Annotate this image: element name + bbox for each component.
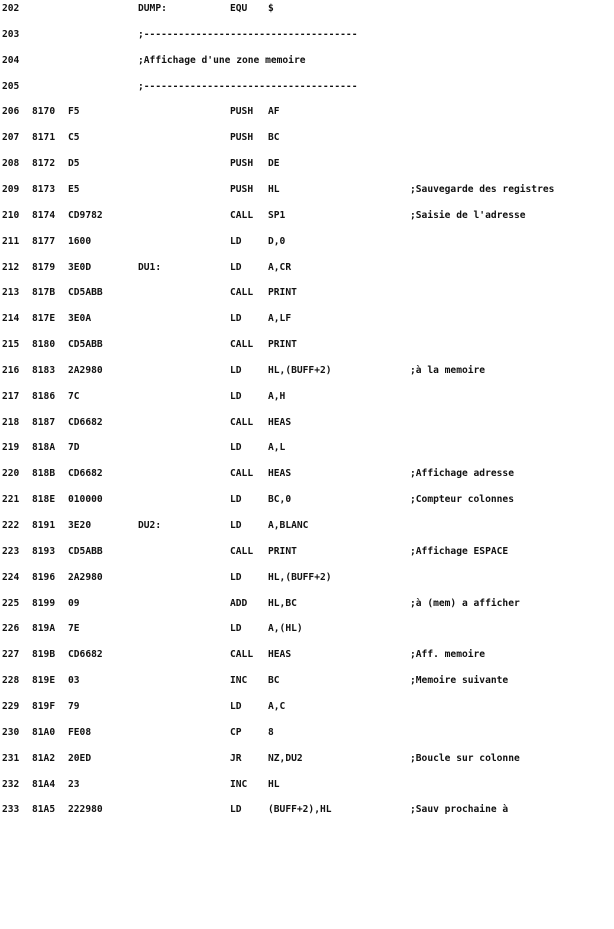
machine-code: CD9782 bbox=[68, 209, 103, 221]
address: 8177 bbox=[32, 235, 56, 247]
listing-line bbox=[0, 80, 614, 94]
comment: ;Memoire suivante bbox=[410, 675, 509, 687]
operand: HL,BC bbox=[268, 597, 297, 609]
listing-line bbox=[0, 674, 614, 688]
machine-code: CD6682 bbox=[68, 649, 103, 661]
listing-line bbox=[0, 2, 614, 16]
listing-line bbox=[0, 261, 614, 275]
mnemonic: ADD bbox=[230, 597, 248, 609]
mnemonic: LD bbox=[230, 235, 242, 247]
machine-code: 20ED bbox=[68, 752, 92, 764]
listing-line bbox=[0, 28, 614, 42]
listing-line bbox=[0, 519, 614, 533]
listing-line bbox=[0, 54, 614, 68]
address: 8173 bbox=[32, 183, 56, 195]
operand: HL,(BUFF+2) bbox=[268, 364, 332, 376]
label: DU2: bbox=[138, 520, 162, 531]
address: 819F bbox=[32, 700, 56, 712]
line-number: 203 bbox=[2, 28, 20, 40]
address: 8174 bbox=[32, 209, 56, 221]
line-number: 208 bbox=[2, 158, 20, 170]
comment: ;Sauv prochaine à bbox=[410, 804, 509, 816]
address: 819A bbox=[32, 623, 56, 635]
machine-code: 23 bbox=[68, 778, 80, 790]
mnemonic: CALL bbox=[230, 468, 254, 480]
machine-code: D5 bbox=[68, 158, 80, 170]
listing-line bbox=[0, 493, 614, 507]
operand: HL,(BUFF+2) bbox=[268, 571, 332, 583]
listing-line bbox=[0, 622, 614, 636]
line-number: 225 bbox=[2, 597, 20, 609]
listing-line bbox=[0, 571, 614, 585]
line-number: 212 bbox=[2, 261, 20, 273]
address: 818B bbox=[32, 468, 56, 480]
address: 81A2 bbox=[32, 752, 56, 764]
line-number: 230 bbox=[2, 726, 20, 738]
machine-code: CD5ABB bbox=[68, 287, 103, 299]
address: 8179 bbox=[32, 261, 56, 273]
operand: A,BLANC bbox=[268, 520, 309, 531]
machine-code: 7C bbox=[68, 390, 80, 402]
mnemonic: PUSH bbox=[230, 106, 254, 118]
operand: A,L bbox=[268, 442, 286, 454]
listing-line bbox=[0, 648, 614, 662]
address: 8171 bbox=[32, 132, 56, 144]
address: 819B bbox=[32, 649, 56, 661]
mnemonic: PUSH bbox=[230, 183, 254, 195]
machine-code: 3E0A bbox=[68, 313, 92, 325]
mnemonic: CALL bbox=[230, 209, 254, 221]
mnemonic: PUSH bbox=[230, 158, 254, 170]
label: ;Affichage d'une zone memoire bbox=[138, 54, 306, 66]
line-number: 206 bbox=[2, 106, 20, 118]
machine-code: 3E20 bbox=[68, 520, 92, 531]
comment: ;à la memoire bbox=[410, 364, 486, 376]
line-number: 202 bbox=[2, 3, 20, 14]
address: 8186 bbox=[32, 390, 56, 402]
machine-code: 7D bbox=[68, 442, 80, 454]
operand: PRINT bbox=[268, 545, 297, 557]
operand: A,LF bbox=[268, 313, 292, 325]
mnemonic: LD bbox=[230, 623, 242, 635]
address: 8183 bbox=[32, 364, 56, 376]
line-number: 219 bbox=[2, 442, 20, 454]
line-number: 228 bbox=[2, 675, 20, 687]
line-number: 205 bbox=[2, 80, 20, 92]
address: 8172 bbox=[32, 158, 56, 170]
operand: BC bbox=[268, 132, 280, 144]
comment: ;Affichage ESPACE bbox=[410, 545, 509, 557]
listing-line bbox=[0, 364, 614, 378]
line-number: 231 bbox=[2, 752, 20, 764]
operand: AF bbox=[268, 106, 280, 118]
line-number: 215 bbox=[2, 339, 20, 351]
line-number: 232 bbox=[2, 778, 20, 790]
address: 8187 bbox=[32, 416, 56, 428]
operand: NZ,DU2 bbox=[268, 752, 303, 764]
line-number: 207 bbox=[2, 132, 20, 144]
machine-code: 2A2980 bbox=[68, 364, 103, 376]
listing-line bbox=[0, 157, 614, 171]
machine-code: CD5ABB bbox=[68, 339, 103, 351]
address: 81A4 bbox=[32, 778, 56, 790]
line-number: 216 bbox=[2, 364, 20, 376]
listing-line bbox=[0, 286, 614, 300]
listing-line bbox=[0, 416, 614, 430]
line-number: 204 bbox=[2, 54, 20, 66]
operand: BC bbox=[268, 675, 280, 687]
address: 8170 bbox=[32, 106, 56, 118]
line-number: 221 bbox=[2, 494, 20, 506]
address: 818E bbox=[32, 494, 56, 506]
machine-code: 222980 bbox=[68, 804, 103, 816]
mnemonic: INC bbox=[230, 778, 248, 790]
line-number: 226 bbox=[2, 623, 20, 635]
address: 8193 bbox=[32, 545, 56, 557]
mnemonic: CP bbox=[230, 726, 242, 738]
machine-code: E5 bbox=[68, 183, 80, 195]
listing-line bbox=[0, 209, 614, 223]
mnemonic: CALL bbox=[230, 287, 254, 299]
address: 8180 bbox=[32, 339, 56, 351]
line-number: 222 bbox=[2, 520, 20, 531]
mnemonic: CALL bbox=[230, 339, 254, 351]
line-number: 214 bbox=[2, 313, 20, 325]
listing-line bbox=[0, 390, 614, 404]
mnemonic: LD bbox=[230, 571, 242, 583]
line-number: 217 bbox=[2, 390, 20, 402]
machine-code: 09 bbox=[68, 597, 80, 609]
comment: ;Boucle sur colonne bbox=[410, 752, 520, 764]
operand: HEAS bbox=[268, 416, 292, 428]
address: 818A bbox=[32, 442, 56, 454]
listing-line bbox=[0, 235, 614, 249]
operand: SP1 bbox=[268, 209, 286, 221]
mnemonic: LD bbox=[230, 442, 242, 454]
line-number: 220 bbox=[2, 468, 20, 480]
mnemonic: LD bbox=[230, 700, 242, 712]
machine-code: CD6682 bbox=[68, 416, 103, 428]
listing-line bbox=[0, 183, 614, 197]
comment: ;Sauvegarde des registres bbox=[410, 183, 555, 195]
line-number: 223 bbox=[2, 545, 20, 557]
operand: $ bbox=[268, 3, 274, 14]
listing-line bbox=[0, 105, 614, 119]
machine-code: F5 bbox=[68, 106, 80, 118]
line-number: 213 bbox=[2, 287, 20, 299]
mnemonic: JR bbox=[230, 752, 242, 764]
mnemonic: LD bbox=[230, 520, 242, 531]
comment: ;Aff. memoire bbox=[410, 649, 486, 661]
machine-code: CD6682 bbox=[68, 468, 103, 480]
line-number: 227 bbox=[2, 649, 20, 661]
operand: BC,0 bbox=[268, 494, 292, 506]
address: 819E bbox=[32, 675, 56, 687]
machine-code: 010000 bbox=[68, 494, 103, 506]
operand: A,C bbox=[268, 700, 286, 712]
operand: A,CR bbox=[268, 261, 292, 273]
mnemonic: LD bbox=[230, 364, 242, 376]
operand: HEAS bbox=[268, 649, 292, 661]
line-number: 233 bbox=[2, 804, 20, 816]
address: 81A0 bbox=[32, 726, 56, 738]
machine-code: 7E bbox=[68, 623, 80, 635]
comment: ;Saisie de l'adresse bbox=[410, 209, 526, 221]
mnemonic: CALL bbox=[230, 416, 254, 428]
address: 8199 bbox=[32, 597, 56, 609]
label: ;------------------------------------- bbox=[138, 80, 358, 92]
address: 8191 bbox=[32, 520, 56, 531]
listing-line bbox=[0, 441, 614, 455]
address: 8196 bbox=[32, 571, 56, 583]
mnemonic: LD bbox=[230, 390, 242, 402]
listing-line bbox=[0, 467, 614, 481]
label: DU1: bbox=[138, 261, 162, 273]
address: 81A5 bbox=[32, 804, 56, 816]
operand: DE bbox=[268, 158, 280, 170]
machine-code: CD5ABB bbox=[68, 545, 103, 557]
operand: HEAS bbox=[268, 468, 292, 480]
machine-code: C5 bbox=[68, 132, 80, 144]
listing-line bbox=[0, 778, 614, 792]
operand: HL bbox=[268, 183, 280, 195]
operand: PRINT bbox=[268, 287, 297, 299]
line-number: 218 bbox=[2, 416, 20, 428]
mnemonic: PUSH bbox=[230, 132, 254, 144]
line-number: 224 bbox=[2, 571, 20, 583]
listing-line bbox=[0, 131, 614, 145]
machine-code: 1600 bbox=[68, 235, 92, 247]
address: 817B bbox=[32, 287, 56, 299]
machine-code: FE08 bbox=[68, 726, 92, 738]
machine-code: 2A2980 bbox=[68, 571, 103, 583]
operand: A,H bbox=[268, 390, 286, 402]
operand: HL bbox=[268, 778, 280, 790]
mnemonic: INC bbox=[230, 675, 248, 687]
machine-code: 3E0D bbox=[68, 261, 92, 273]
machine-code: 03 bbox=[68, 675, 80, 687]
listing-line bbox=[0, 700, 614, 714]
line-number: 229 bbox=[2, 700, 20, 712]
listing-line bbox=[0, 338, 614, 352]
line-number: 211 bbox=[2, 235, 20, 247]
machine-code: 79 bbox=[68, 700, 80, 712]
address: 817E bbox=[32, 313, 56, 325]
mnemonic: LD bbox=[230, 313, 242, 325]
label: ;------------------------------------- bbox=[138, 28, 358, 40]
operand: (BUFF+2),HL bbox=[268, 804, 332, 816]
operand: A,(HL) bbox=[268, 623, 303, 635]
comment: ;à (mem) a afficher bbox=[410, 597, 520, 609]
comment: ;Affichage adresse bbox=[410, 468, 514, 480]
listing-line bbox=[0, 312, 614, 326]
listing-line bbox=[0, 803, 614, 817]
mnemonic: EQU bbox=[230, 3, 248, 14]
listing-line bbox=[0, 597, 614, 611]
mnemonic: LD bbox=[230, 261, 242, 273]
label: DUMP: bbox=[138, 3, 167, 14]
comment: ;Compteur colonnes bbox=[410, 494, 514, 506]
mnemonic: CALL bbox=[230, 545, 254, 557]
operand: 8 bbox=[268, 726, 274, 738]
listing-line bbox=[0, 545, 614, 559]
line-number: 209 bbox=[2, 183, 20, 195]
listing-line bbox=[0, 752, 614, 766]
mnemonic: LD bbox=[230, 494, 242, 506]
operand: PRINT bbox=[268, 339, 297, 351]
mnemonic: CALL bbox=[230, 649, 254, 661]
line-number: 210 bbox=[2, 209, 20, 221]
operand: D,0 bbox=[268, 235, 286, 247]
listing-line bbox=[0, 726, 614, 740]
mnemonic: LD bbox=[230, 804, 242, 816]
